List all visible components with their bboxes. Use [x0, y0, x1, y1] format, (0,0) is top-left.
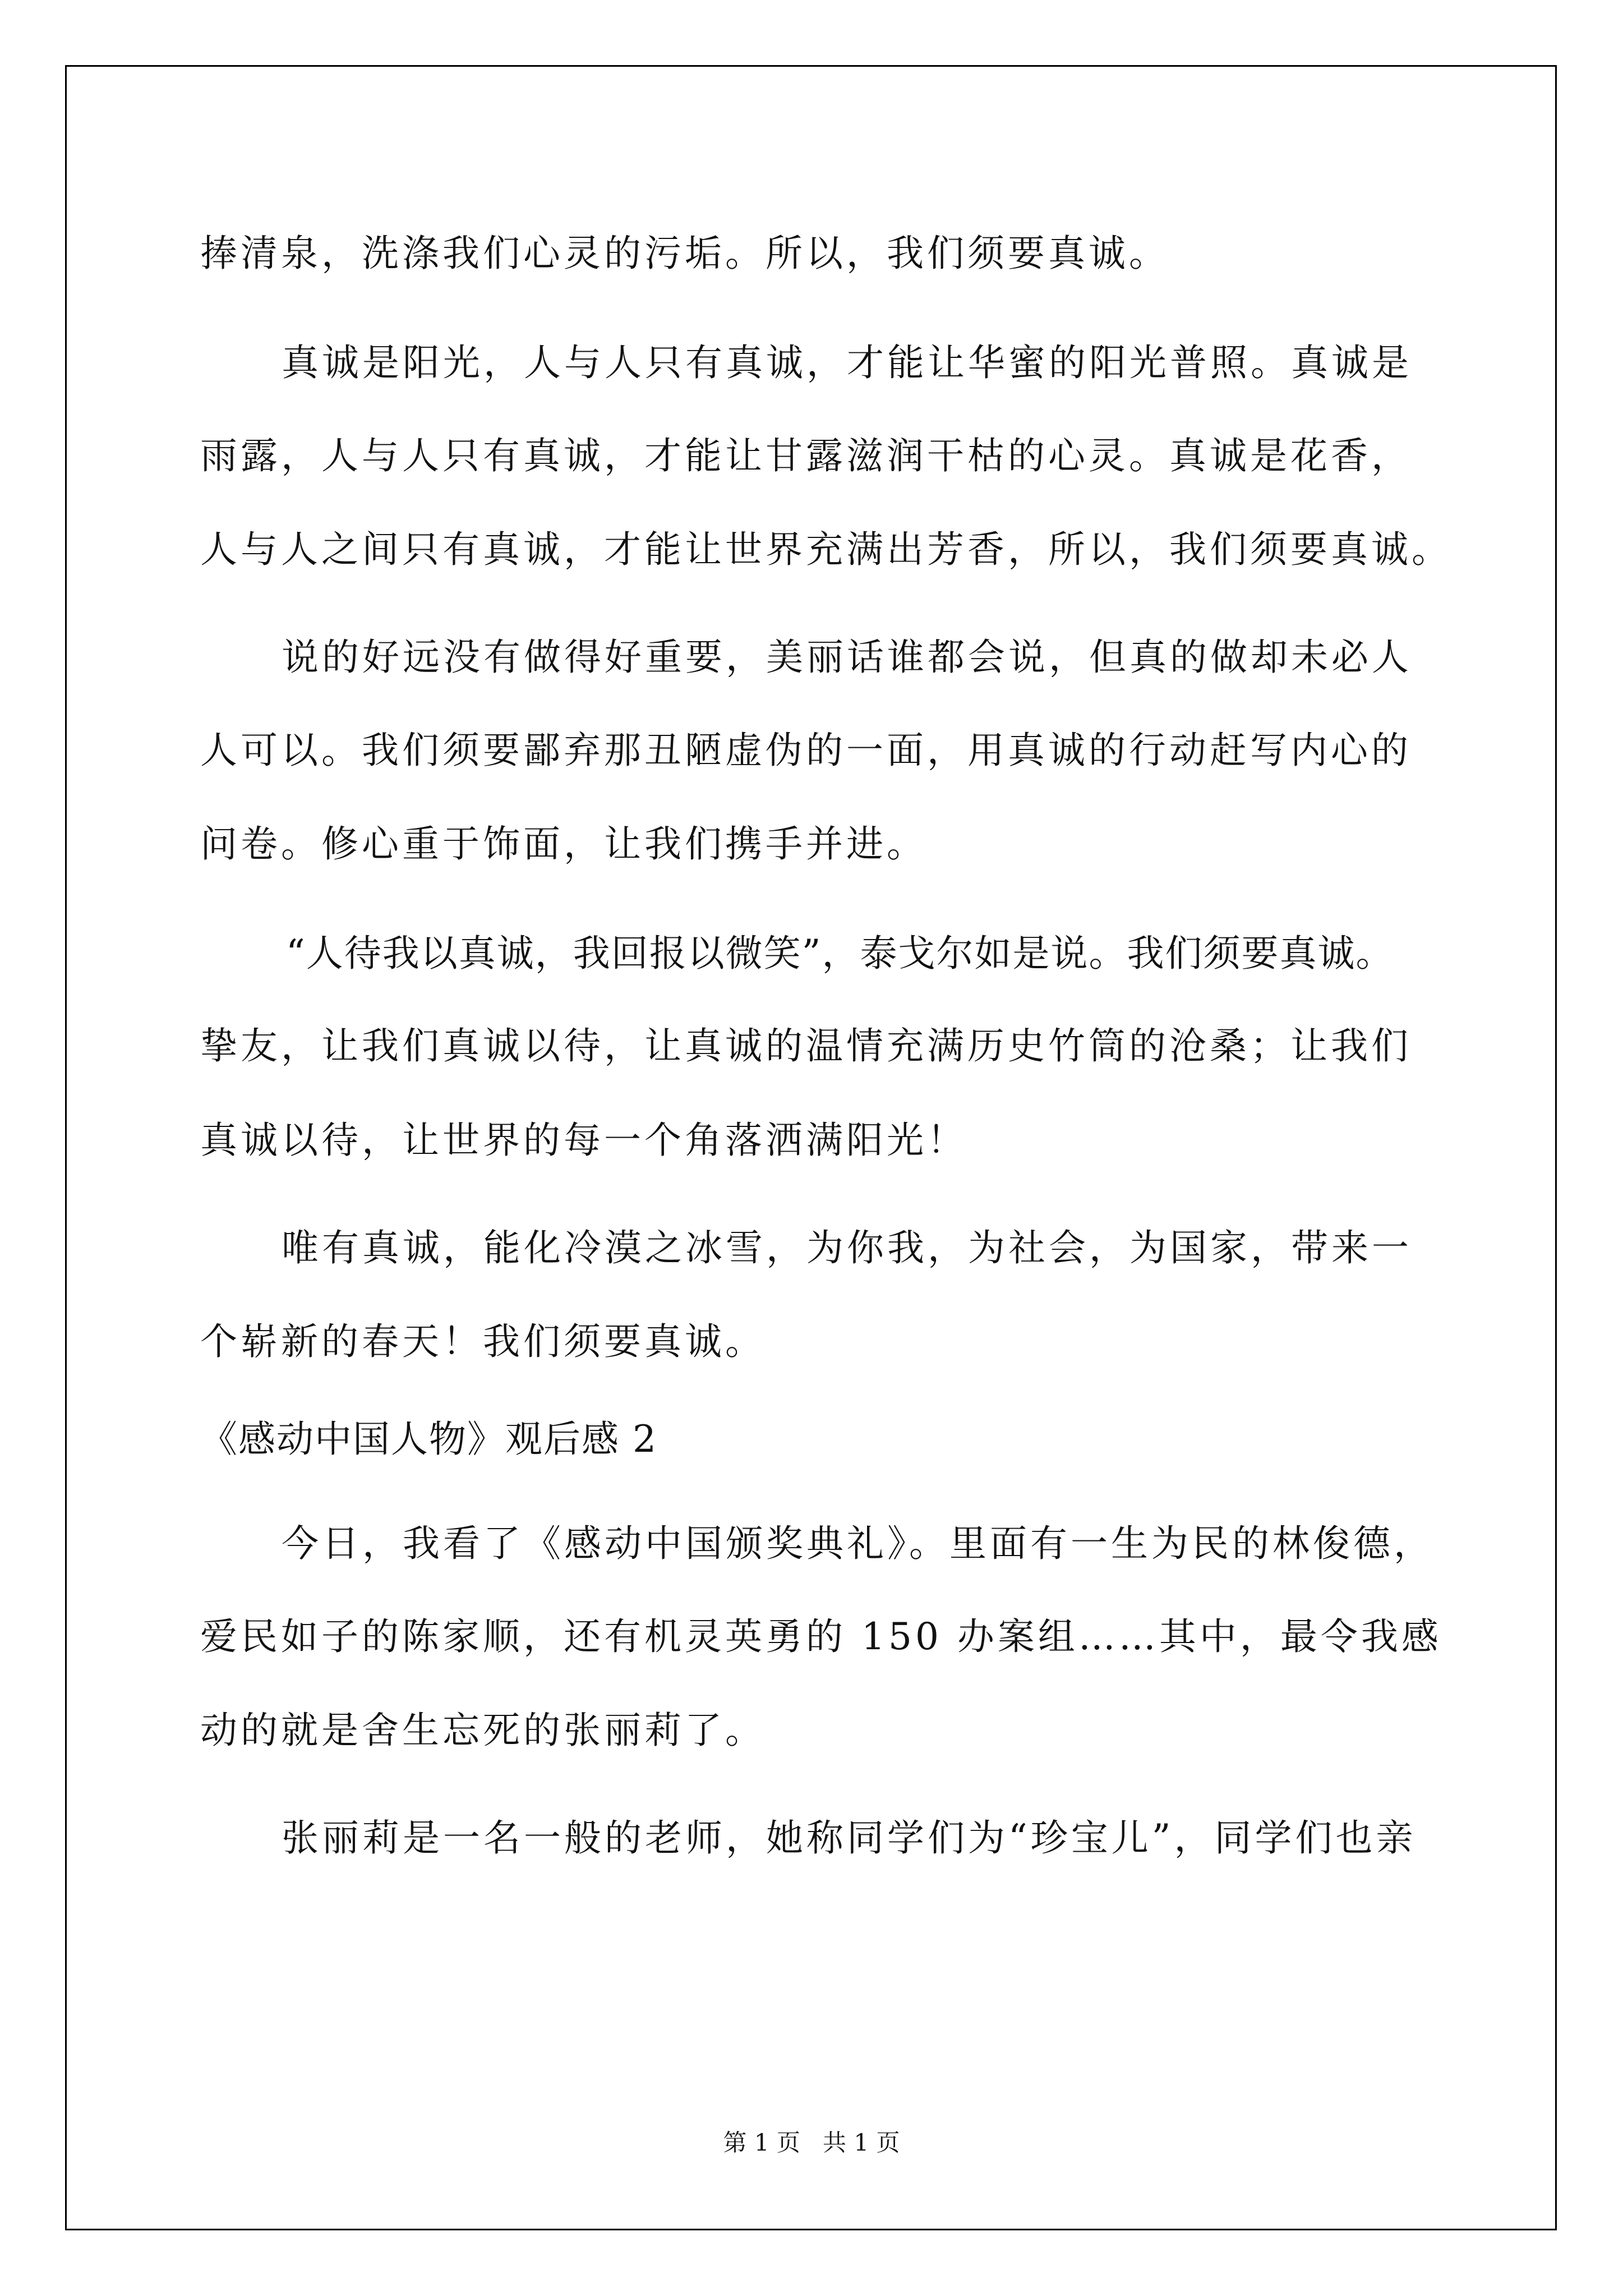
text-line-6: 人可以。我们须要鄙弃那丑陋虚伪的一面，用真诚的行动赶写内心的	[200, 729, 1412, 772]
text-line-16: 动的就是舍生忘死的张丽莉了。	[200, 1709, 766, 1752]
text-line-1: 捧清泉，洗涤我们心灵的污垢。所以，我们须要真诚。	[200, 232, 1169, 275]
text-line-3: 雨露，人与人只有真诚，才能让甘露滋润干枯的心灵。真诚是花香，	[200, 434, 1412, 477]
text-line-9: 挚友，让我们真诚以待，让真诚的温情充满历史竹筒的沧桑；让我们	[200, 1024, 1412, 1068]
section-heading: 《感动中国人物》观后感 2	[200, 1418, 657, 1461]
text-line-15: 爱民如子的陈家顺，还有机灵英勇的 150 办案组……其中，最令我感	[200, 1615, 1442, 1658]
text-line-5: 说的好远没有做得好重要，美丽话谁都会说，但真的做却未必人	[282, 636, 1412, 679]
text-line-7: 问卷。修心重于饰面，让我们携手并进。	[200, 822, 927, 866]
text-line-17: 张丽莉是一名一般的老师，她称同学们为“珍宝儿”，同学们也亲	[282, 1816, 1417, 1860]
text-line-14: 今日，我看了《感动中国颁奖典礼》。里面有一生为民的林俊德，	[282, 1522, 1434, 1565]
text-line-4: 人与人之间只有真诚，才能让世界充满出芳香，所以，我们须要真诚。	[200, 528, 1452, 571]
text-line-11: 唯有真诚，能化冷漠之冰雪，为你我，为社会，为国家，带来一	[282, 1226, 1412, 1269]
text-line-2: 真诚是阳光，人与人只有真诚，才能让华蜜的阳光普照。真诚是	[282, 341, 1412, 384]
text-line-8: “人待我以真诚，我回报以微笑”，泰戈尔如是说。我们须要真诚。	[286, 932, 1394, 975]
text-line-10: 真诚以待，让世界的每一个角落洒满阳光！	[200, 1119, 967, 1162]
text-line-12: 个崭新的春天！我们须要真诚。	[200, 1320, 766, 1363]
page-footer: 第 1 页 共 1 页	[723, 2129, 900, 2156]
